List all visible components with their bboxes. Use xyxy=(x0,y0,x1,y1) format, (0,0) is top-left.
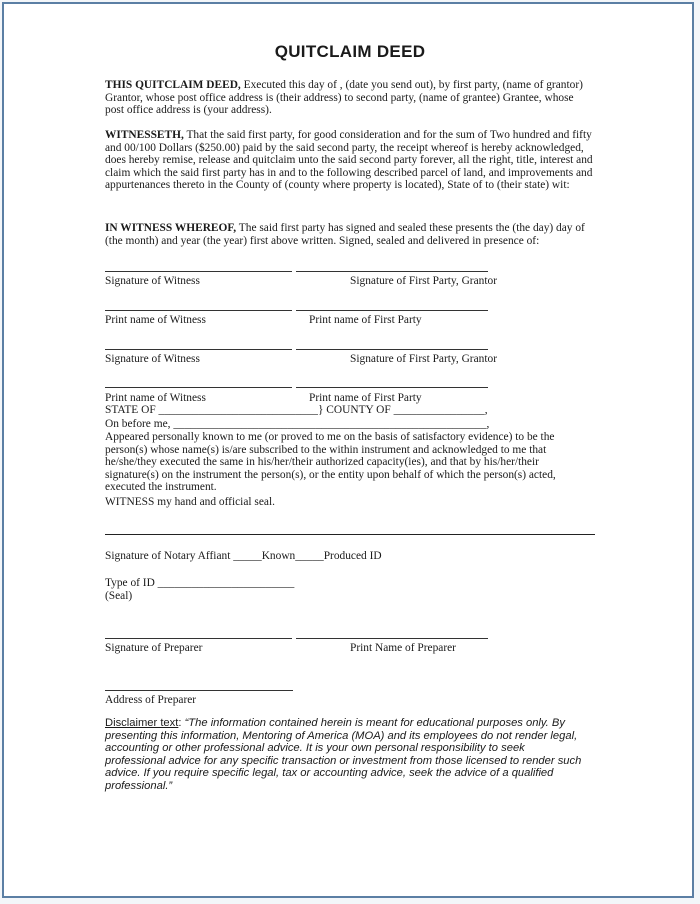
section-divider xyxy=(105,534,595,535)
first-party-print-line-1[interactable] xyxy=(296,310,488,311)
type-of-id-line: Type of ID ________________________ xyxy=(105,577,295,589)
preparer-address-label: Address of Preparer xyxy=(105,694,197,706)
disclaimer-text: “The information contained herein is meant for educational purposes only. By presenting this information, Mentoring of America (MOA) and its employees do not render legal, accounting or other professional advice. It is your own personal responsibility to seek professional advice for any specific transaction or investment from those licensed to render such advice. If you require specific legal, tax or accounting advice, seek the advice of a qualified professional.” xyxy=(105,717,582,792)
intro-lead: THIS QUITCLAIM DEED, xyxy=(105,79,241,91)
document-title: QUITCLAIM DEED xyxy=(274,42,426,61)
preparer-print-line[interactable] xyxy=(296,638,488,639)
sig-witness-label-2: Signature of Witness xyxy=(105,353,200,365)
notary-affiant-line: Signature of Notary Affiant _____Known_____Produced ID xyxy=(105,550,382,562)
witness-hand-seal: WITNESS my hand and official seal. xyxy=(105,496,275,508)
disclaimer xyxy=(105,717,585,793)
preparer-signature-line[interactable] xyxy=(105,638,292,639)
print-witness-label-2: Print name of Witness xyxy=(105,392,206,404)
print-witness-label-1: Print name of Witness xyxy=(105,314,206,326)
preparer-print-label: Print Name of Preparer xyxy=(350,642,456,654)
witness-print-line-2[interactable] xyxy=(105,387,292,388)
witness-signature-line-2[interactable] xyxy=(105,349,292,350)
in-witness-paragraph xyxy=(105,222,595,247)
state-county-line: STATE OF ____________________________} COUNTY OF ________________, xyxy=(105,404,488,416)
sig-grantor-label-2: Signature of First Party, Grantor xyxy=(350,353,497,365)
in-witness-lead: IN WITNESS WHEREOF, xyxy=(105,222,237,234)
on-before-me-line: On before me, _______________________________________________________, xyxy=(105,418,490,430)
intro-text: Executed this day of , (date you send out), by first party, (name of grantor) Grantor, whose post office address is (their address) to second party, (name of grantee) Grantee, whose post office address is (your address). xyxy=(105,79,583,116)
grantor-signature-line-2[interactable] xyxy=(296,349,488,350)
witness-print-line-1[interactable] xyxy=(105,310,292,311)
witnesseth-text: That the said first party, for good consideration and for the sum of Two hundred and fifty and 00/100 Dollars ($250.00) paid by the said second party, the receipt whereof is hereby acknowledged, does hereby remise, release and quitclaim unto the said second party forever, all the right, title, interest and claim which the said first party has in and to the following described parcel of land, and improvements and appurtenances thereto in the County of (county where property is located), State of to (their state) wit: xyxy=(105,129,593,191)
in-witness-text: The said first party has signed and sealed these presents the (the day) day of (the month) and year (the year) first above written. Signed, sealed and delivered in presence of: xyxy=(105,222,585,247)
preparer-address-line[interactable] xyxy=(105,690,293,691)
seal-label: (Seal) xyxy=(105,590,133,602)
preparer-signature-label: Signature of Preparer xyxy=(105,642,203,654)
witness-signature-line-1[interactable] xyxy=(105,271,292,272)
print-first-party-label-2: Print name of First Party xyxy=(309,392,422,404)
witnesseth-paragraph xyxy=(105,129,595,192)
disclaimer-label: Disclaimer text xyxy=(105,717,179,729)
sig-witness-label-1: Signature of Witness xyxy=(105,275,200,287)
disclaimer-colon: : xyxy=(178,717,185,729)
print-first-party-label-1: Print name of First Party xyxy=(309,314,422,326)
sig-grantor-label-1: Signature of First Party, Grantor xyxy=(350,275,497,287)
witnesseth-lead: WITNESSETH, xyxy=(105,129,184,141)
grantor-signature-line-1[interactable] xyxy=(296,271,488,272)
first-party-print-line-2[interactable] xyxy=(296,387,488,388)
intro-paragraph xyxy=(105,79,595,117)
notary-acknowledgment-text: Appeared personally known to me (or proved to me on the basis of satisfactory evidence) to be the person(s) whose name(s) is/are subscribed to the within instrument and acknowledged to me that he/she/they executed the same in his/her/their authorized capacity(ies), and that by his/her/their signature(s) on the instrument the person(s), or the entity upon behalf of which the person(s) acted, executed the instrument. xyxy=(105,431,556,493)
